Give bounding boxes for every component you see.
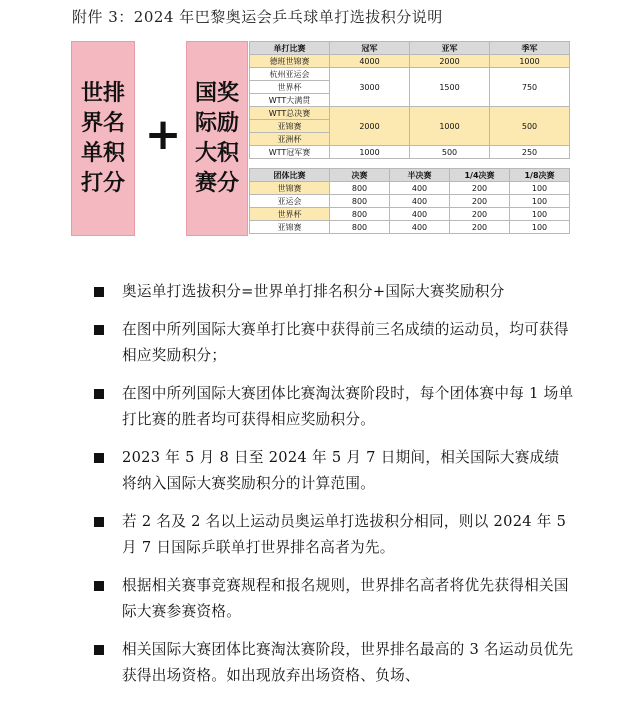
team-points-table — [249, 168, 570, 234]
bullet-square-icon — [94, 645, 104, 655]
bullet-text: 在图中所列国际大赛单打比赛中获得前三名成绩的运动员，均可获得相应奖励积分； — [122, 321, 569, 364]
left-box-line: 世排 — [80, 80, 125, 106]
bullet-item — [94, 381, 574, 433]
points-cell: 2000 — [410, 55, 490, 68]
table-header-row — [250, 42, 570, 55]
bullet-item — [94, 317, 574, 369]
event-cell: 德班世锦赛 — [250, 55, 330, 68]
bullet-square-icon — [94, 453, 104, 463]
left-box-line: 打分 — [80, 170, 125, 196]
table-row — [250, 221, 570, 234]
left-box-line: 界名 — [80, 110, 125, 136]
points-cell: 500 — [410, 146, 490, 159]
points-cell: 400 — [390, 182, 450, 195]
bullet-square-icon — [94, 581, 104, 591]
points-cell: 100 — [510, 208, 570, 221]
table-header: 半决赛 — [390, 169, 450, 182]
table-header: 1/8决赛 — [510, 169, 570, 182]
bullet-text: 在图中所列国际大赛团体比赛淘汰赛阶段时，每个团体赛中每 1 场单打比赛的胜者均可获得相应奖励积分。 — [122, 385, 574, 428]
points-cell: 2000 — [330, 107, 410, 146]
bullet-text: 2023 年 5 月 8 日至 2024 年 5 月 7 日期间，相关国际大赛成绩将纳入国际大赛奖励积分的计算范围。 — [122, 449, 560, 492]
points-cell: 100 — [510, 195, 570, 208]
table-header-row — [250, 169, 570, 182]
points-cell: 200 — [450, 208, 510, 221]
points-cell: 400 — [390, 195, 450, 208]
bullet-item — [94, 637, 574, 689]
event-cell: 亚锦赛 — [250, 120, 330, 133]
table-row — [250, 195, 570, 208]
right-box-line: 际励 — [194, 110, 239, 136]
bullet-item — [94, 279, 574, 305]
left-box-line: 单积 — [80, 140, 125, 166]
bullet-square-icon — [94, 325, 104, 335]
points-cell: 1000 — [410, 107, 490, 146]
event-cell: 世锦赛 — [250, 182, 330, 195]
points-cell: 4000 — [330, 55, 410, 68]
document-title: 附件 3：2024 年巴黎奥运会乒乓球单打选拔积分说明 — [72, 8, 443, 26]
international-award-points-box — [186, 41, 248, 236]
bullet-text: 相关国际大赛团体比赛淘汰赛阶段，世界排名最高的 3 名运动员优先获得出场资格。如出现放弃出场资格、负场、 — [122, 641, 574, 684]
bullet-square-icon — [94, 389, 104, 399]
points-cell: 1500 — [410, 68, 490, 107]
points-cell: 800 — [330, 195, 390, 208]
points-cell: 100 — [510, 221, 570, 234]
event-cell: 世界杯 — [250, 208, 330, 221]
points-cell: 800 — [330, 182, 390, 195]
points-cell: 200 — [450, 195, 510, 208]
event-cell: 亚运会 — [250, 195, 330, 208]
event-cell: 世界杯 — [250, 81, 330, 94]
points-cell: 400 — [390, 221, 450, 234]
table-header: 1/4决赛 — [450, 169, 510, 182]
event-cell: WTT冠军赛 — [250, 146, 330, 159]
points-cell: 1000 — [330, 146, 410, 159]
table-row — [250, 107, 570, 120]
bullet-item — [94, 445, 574, 497]
table-header: 季军 — [490, 42, 570, 55]
table-header: 亚军 — [410, 42, 490, 55]
bullet-text: 若 2 名及 2 名以上运动员奥运单打选拔积分相同，则以 2024 年 5 月 7 日国际乒联单打世界排名高者为先。 — [122, 513, 567, 556]
table-header: 单打比赛 — [250, 42, 330, 55]
table-header: 团体比赛 — [250, 169, 330, 182]
points-cell: 3000 — [330, 68, 410, 107]
right-box-line: 大积 — [194, 140, 239, 166]
bullet-item — [94, 509, 574, 561]
bullet-item — [94, 573, 574, 625]
world-ranking-points-box — [71, 41, 135, 236]
singles-points-table — [249, 41, 570, 159]
points-cell: 200 — [450, 221, 510, 234]
event-cell: 杭州亚运会 — [250, 68, 330, 81]
event-cell: 亚洲杯 — [250, 133, 330, 146]
table-header: 冠军 — [330, 42, 410, 55]
points-cell: 800 — [330, 208, 390, 221]
table-row — [250, 182, 570, 195]
points-cell: 750 — [490, 68, 570, 107]
table-row — [250, 68, 570, 81]
points-cell: 500 — [490, 107, 570, 146]
right-box-line: 国奖 — [194, 80, 239, 106]
points-cell: 200 — [450, 182, 510, 195]
bullet-text: 奥运单打选拔积分=世界单打排名积分+国际大赛奖励积分 — [122, 283, 505, 300]
event-cell: WTT大满贯 — [250, 94, 330, 107]
table-row — [250, 208, 570, 221]
bullet-square-icon — [94, 287, 104, 297]
plus-sign: + — [144, 109, 182, 160]
points-cell: 100 — [510, 182, 570, 195]
table-header: 决赛 — [330, 169, 390, 182]
bullet-text: 根据相关赛事竞赛规程和报名规则，世界排名高者将优先获得相关国际大赛参赛资格。 — [122, 577, 569, 620]
points-cell: 400 — [390, 208, 450, 221]
table-row — [250, 146, 570, 159]
points-cell: 250 — [490, 146, 570, 159]
table-row — [250, 55, 570, 68]
bullet-square-icon — [94, 517, 104, 527]
event-cell: 亚锦赛 — [250, 221, 330, 234]
event-cell: WTT总决赛 — [250, 107, 330, 120]
points-cell: 1000 — [490, 55, 570, 68]
bullet-list — [94, 279, 574, 701]
points-cell: 800 — [330, 221, 390, 234]
right-box-line: 赛分 — [194, 170, 239, 196]
